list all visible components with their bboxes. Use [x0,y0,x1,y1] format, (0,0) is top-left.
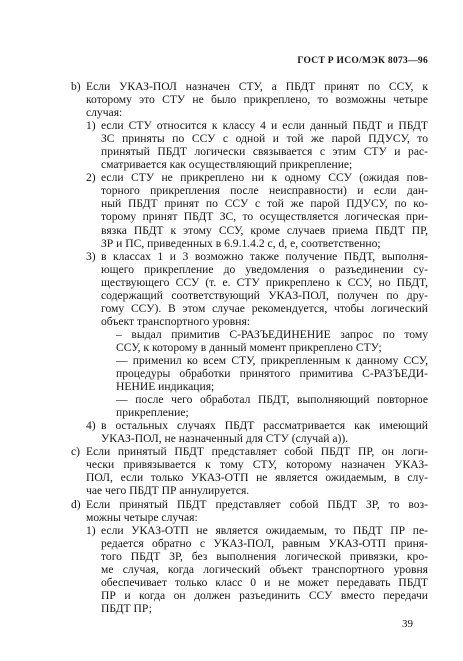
text-line: НЕНИЕ индикация; [116,380,215,394]
text-line: вязка ПБДТ к этому ССУ, кроме случаев приема ПБДТ ПР, [101,223,428,237]
text-line: ющего прикрепление до уведомления о разъединении су- [101,262,428,276]
sub-item-text [101,250,428,328]
dash-item [71,328,428,354]
sub-item-text [101,171,428,249]
text-line: процедуры обработки принятого примитива С-РАЗЪЕДИ- [116,367,428,381]
text-line: если СТУ не прикреплено ни к одному ССУ (ожидая пов- [101,171,428,185]
text-line: ме случая, когда логический объект транспортного уровня [101,562,428,576]
sub-item [71,171,428,249]
item-label: b) [71,80,81,93]
text-line: ПБДТ ПР; [101,601,152,615]
text-line: – выдал примитив С-РАЗЪЕДИНЕНИЕ запрос по тому [116,327,428,341]
sub-item-label: 3) [86,249,96,263]
dash-item [71,354,428,393]
sub-item-text [101,119,428,171]
text-line: ЗР и ПС, приведенных в 6.9.1.4.2 с, d, е, соответственно; [101,236,381,250]
text-line: УКАЗ-ПОЛ, не назначенный для СТУ (случай а)). [101,432,349,446]
text-line: чае чего ПБДТ ПР аннулируется. [86,484,250,498]
text-line: ный ПБДТ принят по ССУ с той же парой ПДУСУ, по ко- [101,197,428,211]
text-line: в остальных случаях ПБДТ рассматривается как имеющий [101,419,428,433]
text-line: сматривается как осуществляющий прикрепление; [101,158,353,172]
text-line: ССУ, к которому в данный момент прикреплено СТУ; [116,340,382,354]
text-line: прикрепление; [116,406,189,420]
sub-item [71,524,428,615]
text-line: — применил ко всем СТУ, прикрепленным к данному ССУ, [116,353,428,367]
text-line: можны четыре случая: [86,510,198,524]
text-line: объект транспортного уровня: [101,314,250,328]
text-line: если СТУ относится к классу 4 и если данный ПБДТ и ПБДТ [101,119,428,133]
sub-item-label: 4) [86,419,96,433]
page-number: 39 [402,618,413,630]
text-line: обеспечивает только класс 0 и не может передавать ПБДТ [101,575,428,589]
text-line: редается обратно с УКАЗ-ПОЛ, равным УКАЗ-ОТП приня- [101,536,428,550]
item-label: с) [71,445,81,459]
item-text [86,80,428,119]
text-line: — после чего обработал ПБДТ, выполняющий повторное [116,393,428,407]
item-text [86,445,428,497]
text-line: случая: [86,106,123,120]
page-header: ГОСТ Р ИСО/МЭК 8073—96 [297,56,428,66]
text-line: ЗС приняты по ССУ с одной и той же парой ПДУСУ, то [101,132,428,146]
sub-item-label: 1) [86,523,96,537]
text-line: ПОЛ, если только УКАЗ-ОТП не является ожидаемым, в слу- [86,471,428,485]
text-line: содержащий соответствующий УКАЗ-ПОЛ, получен по дру- [101,288,428,302]
text-line: если УКАЗ-ОТП не является ожидаемым, то ПБДТ ПР пе- [101,523,428,537]
sub-item-text [101,524,428,615]
text-line: принятый ПБДТ логически связывается с этим СТУ и рас- [101,145,428,159]
sub-item [71,250,428,328]
item-label: d) [71,497,81,511]
list-item [71,80,428,119]
text-line: чески привязывается к тому СТУ, которому назначен УКАЗ- [86,458,428,472]
text-line: торного прикрепления после неисправности) и если дан- [101,184,428,198]
text-line: Если принятый ПБДТ представляет собой ПБДТ ЗР, то воз- [86,497,428,511]
text-line: ществующего ССУ (т. е. СТУ прикреплено к ССУ, но ПБДТ, [101,275,428,289]
list-item [71,498,428,524]
sub-item-label: 2) [86,171,96,185]
document-body [71,80,428,615]
text-line: в классах 1 и 3 возможно также получение ПБДТ, выполня- [101,249,428,263]
text-line: Если принятый ПБДТ представляет собой ПБДТ ПР, он логи- [86,445,428,459]
sub-item-label: 1) [86,119,96,133]
text-line: которому это СТУ не было прикреплено, то возможны четыре [86,93,428,107]
dash-item [71,393,428,419]
sub-item [71,419,428,445]
text-line: того ПБДТ ЗР, без выполнения логической привязки, кро- [101,549,428,563]
sub-item [71,119,428,171]
list-item [71,445,428,497]
text-line: гому ССУ). В этом случае рекомендуется, чтобы логический [101,301,428,315]
text-line: торому принят ПБДТ ЗС, то осуществляется логическая при- [101,210,428,224]
text-line: ПР и когда он должен разъединить ССУ вместо передачи [101,588,428,602]
text-line: Если УКАЗ-ПОЛ назначен СТУ, а ПБДТ принят по ССУ, к [86,80,428,93]
sub-item-text [101,419,428,445]
item-text [86,498,428,524]
